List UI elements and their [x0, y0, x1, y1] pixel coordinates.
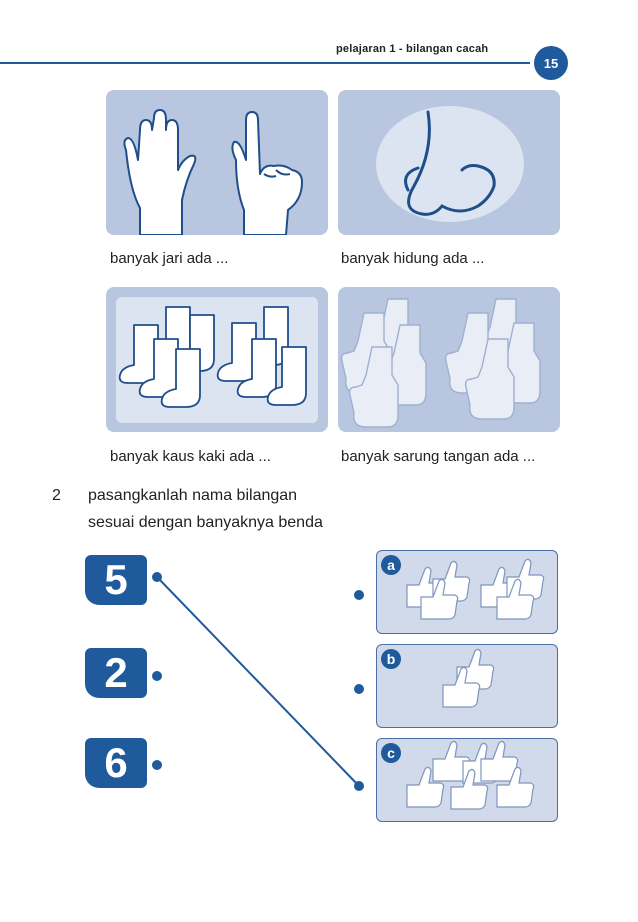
option-box-c [376, 738, 558, 822]
thumbs-up-icon [377, 739, 557, 821]
socks-caption: banyak kaus kaki ada ... [110, 448, 271, 465]
question-number: 2 [52, 487, 61, 504]
question-text-line1: pasangkanlah nama bilangan [88, 487, 298, 504]
question-text-line2: sesuai dengan banyaknya benda [88, 514, 323, 531]
number-tile-6: 6 [85, 738, 147, 788]
option-letter-b: b [381, 649, 401, 669]
option-box-a [376, 550, 558, 634]
page-number-badge: 15 [534, 46, 568, 80]
nose-caption: banyak hidung ada ... [341, 250, 485, 267]
gloves-caption: banyak sarung tangan ada ... [341, 448, 536, 465]
option-box-b [376, 644, 558, 728]
option-letter-c: c [381, 743, 401, 763]
header-title: pelajaran 1 - bilangan cacah [336, 43, 489, 55]
thumbs-up-icon [377, 551, 557, 633]
number-tile-2: 2 [85, 648, 147, 698]
thumbs-up-icon [377, 645, 557, 727]
number-tile-5: 5 [85, 555, 147, 605]
hands-caption: banyak jari ada ... [110, 250, 229, 267]
option-letter-a: a [381, 555, 401, 575]
